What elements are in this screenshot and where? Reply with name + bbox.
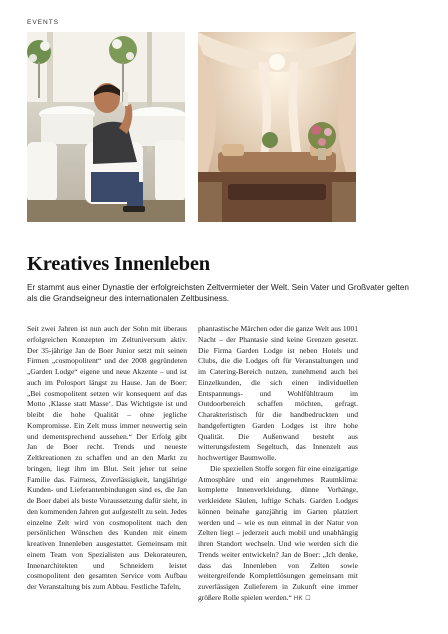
article-lead: Er stammt aus einer Dynastie der erfolgreichsten Zeltvermieter der Welt. Sein Vater und Großvater gelten als die Grandseigneur des internationalen Zeltbusiness. [27,283,409,303]
section-label: EVENTS [27,19,60,26]
body-column-1 [27,324,187,593]
article-headline: Kreatives Innenleben [27,253,210,275]
end-mark: HK ☐ [293,595,312,602]
body-paragraph: phantastische Märchen oder die ganze Welt aus 1001 Nacht – der Phantasie sind keine Grenzen gesetzt. Die Firma Garden Lodge ist neben Hotels und Clubs, die die Lodges oft für Veranstaltungen und im Catering-Bereich nutzen, zunehmend auch bei Einzelkunden, die sich einen individuellen Entspannungs- und Wohlfühltraum im Outdoorbereich schaffen möchten, gefragt. Charakteristisch für die handbedruckten und handgefertigten Garden Lodges ist ihre hohe Qualität. Die Außenwand besteht aus witterungsfestem Segeltuch, das Innenzelt aus hochwertiger Baumwolle. [198,324,358,462]
body-paragraph: Seit zwei Jahren ist nun auch der Sohn mit überaus erfolgreichen Konzepten im Zeltuniversum aktiv. Der 35-jährige Jan de Boer Junior setzt mit seinen Firmen „cosmopolitent“ und der 2008 gegründeten „Garden Lodge“ eigene und neue Akzente – und ist auch im Polosport längst zu Hause. Jan de Boer: „Bei cosmopolitent setzen wir konsequent auf das Motto ‚Klasse statt Masse‘. Das Wichtigste ist und bleibt die hohe Qualität – ohne jegliche Kompromisse. Ein Zelt muss immer neuwertig sein und dementsprechend aussehen.“ Der Erfolg gibt Jan de Boer recht. Trends und neueste Zeltkreationen zu schaffen und an den Markt zu bringen, liegt ihm im Blut. Seit jeher tut seine Familie das. Fairness, Zuverlässigkeit, langjährige Kunden- und Lieferantenbindungen sind es, die Jan de Boer dabei als beste Voraussetzung dafür sieht, in den kommenden Jahren gut aufgestellt zu sein. Jedes einzelne Zelt wird von cosmopolitent nach den persönlichen Wünschen des Kunden mit einem kreativen Innenleben ausgestattet. Gemeinsam mit einem Team von Spezialisten aus Dekorateuren, Innenarchitekten und Schneidern leistet cosmopolitent den gesamten Service vom Aufbau der Veranstaltung bis zum Abbau. Festliche Tafeln, [27,324,187,591]
body-column-2 [198,324,358,605]
body-paragraph-text: Die speziellen Stoffe sorgen für eine einzigartige Atmosphäre und ein angenehmes Raumklima: komplette Innenverkleidung, dünne Vorhänge, verkleidete Säulen, luftige Schals. Garden Lodges können beinahe ganzjährig im Garten platziert werden und – wie es nun einmal in der Natur von Zelten liegt – jederzeit auch mobil und unabhängig ihren Standort wechseln. Und wie werden sich die Trends weiter entwickeln? Jan de Boer: „Ich denke, dass das Innenleben von Zelten sowie weitergreifende Komplettlösungen gemeinsam mit zuverlässigen Zulieferern in Zukunft eine immer größere Rolle spielen werden.“ [198,463,358,602]
photo-tent-interior [198,32,356,222]
body-paragraph [198,464,358,605]
photo-jan-de-boer [27,32,185,222]
